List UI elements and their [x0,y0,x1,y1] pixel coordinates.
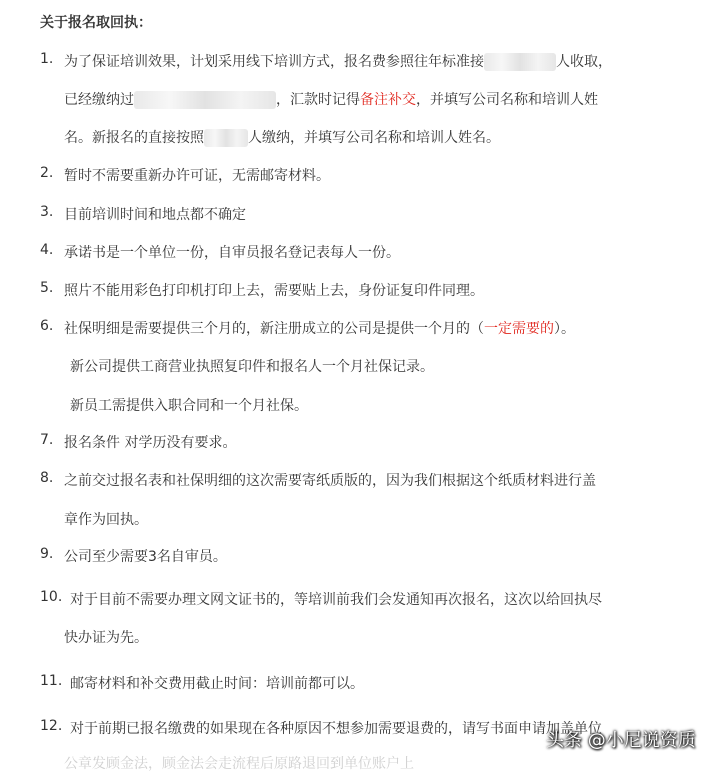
item-number: 4. [40,242,54,258]
item-number: 5. [40,280,54,296]
item-number: 3. [40,204,54,220]
redacted-block [204,129,248,147]
item-number: 10. [40,589,63,605]
item-4-text: 承诺书是一个单位一份，自审员报名登记表每人一份。 [64,245,400,261]
item-7-text: 报名条件 对学历没有要求。 [64,435,237,451]
item-number: 8. [40,470,54,486]
item-6-text: 社保明细是需要提供三个月的，新注册成立的公司是提供一个月的（ [64,321,484,337]
item-10-cont: 快办证为先。 [64,630,148,646]
item-6-sub-2: 新员工需提供入职合同和一个月社保。 [70,398,308,414]
item-8-cont: 章作为回执。 [64,512,148,528]
item-number: 2. [40,165,54,181]
redacted-block [484,53,556,71]
section-title: 关于报名取回执： [40,15,152,31]
item-10-text: 对于目前不需要办理文网文证书的，等培训前我们会发通知再次报名，这次以给回执尽 [70,592,602,608]
item-number: 11. [40,673,63,689]
item-1-line-2 [64,89,598,109]
item-6-sub-1: 新公司提供工商营业执照复印件和报名人一个月社保记录。 [70,359,434,375]
item-1-text-b: 人收取， [556,54,612,70]
item-1-line-3 [64,127,500,147]
item-number: 1. [40,51,54,67]
item-number: 12. [40,718,63,734]
item-number: 7. [40,432,54,448]
item-12-cont: 公章发顾金法，顾金法会走流程后原路退回到单位账户上 [64,756,414,772]
item-5-text: 照片不能用彩色打印机打印上去，需要贴上去，身份证复印件同理。 [64,283,484,299]
item-number: 6. [40,318,54,334]
item-1-text-g: 人缴纳，并填写公司名称和培训人姓名。 [248,130,500,146]
item-1-text-c: 已经缴纳过 [64,92,134,108]
item-1-text-a: 为了保证培训效果，计划采用线下培训方式，报名费参照往年标准接 [64,54,484,70]
item-1-text-e: ，并填写公司名称和培训人姓 [416,92,598,108]
highlight-note: 备注补交 [360,92,416,108]
item-6-line [64,318,575,338]
item-9-text: 公司至少需要3名自审员。 [64,549,227,565]
item-11-text: 邮寄材料和补交费用截止时间：培训前都可以。 [70,676,364,692]
item-6-tail: ）。 [554,321,575,337]
watermark: 头条 @小尼说资质 [546,730,696,751]
item-1-text-f: 名。新报名的直接按照 [64,130,204,146]
redacted-block [134,91,276,109]
highlight-required: 一定需要的 [484,321,554,337]
item-2-text: 暂时不需要重新办许可证，无需邮寄材料。 [64,168,330,184]
item-8-text: 之前交过报名表和社保明细的这次需要寄纸质版的，因为我们根据这个纸质材料进行盖 [64,473,596,489]
item-3-text: 目前培训时间和地点都不确定 [64,207,246,223]
item-12-text: 对于前期已报名缴费的如果现在各种原因不想参加需要退费的，请写书面申请加盖单位 [70,721,602,737]
item-number: 9. [40,546,54,562]
item-1-line-1 [64,51,612,71]
item-1-text-d: ，汇款时记得 [276,92,360,108]
